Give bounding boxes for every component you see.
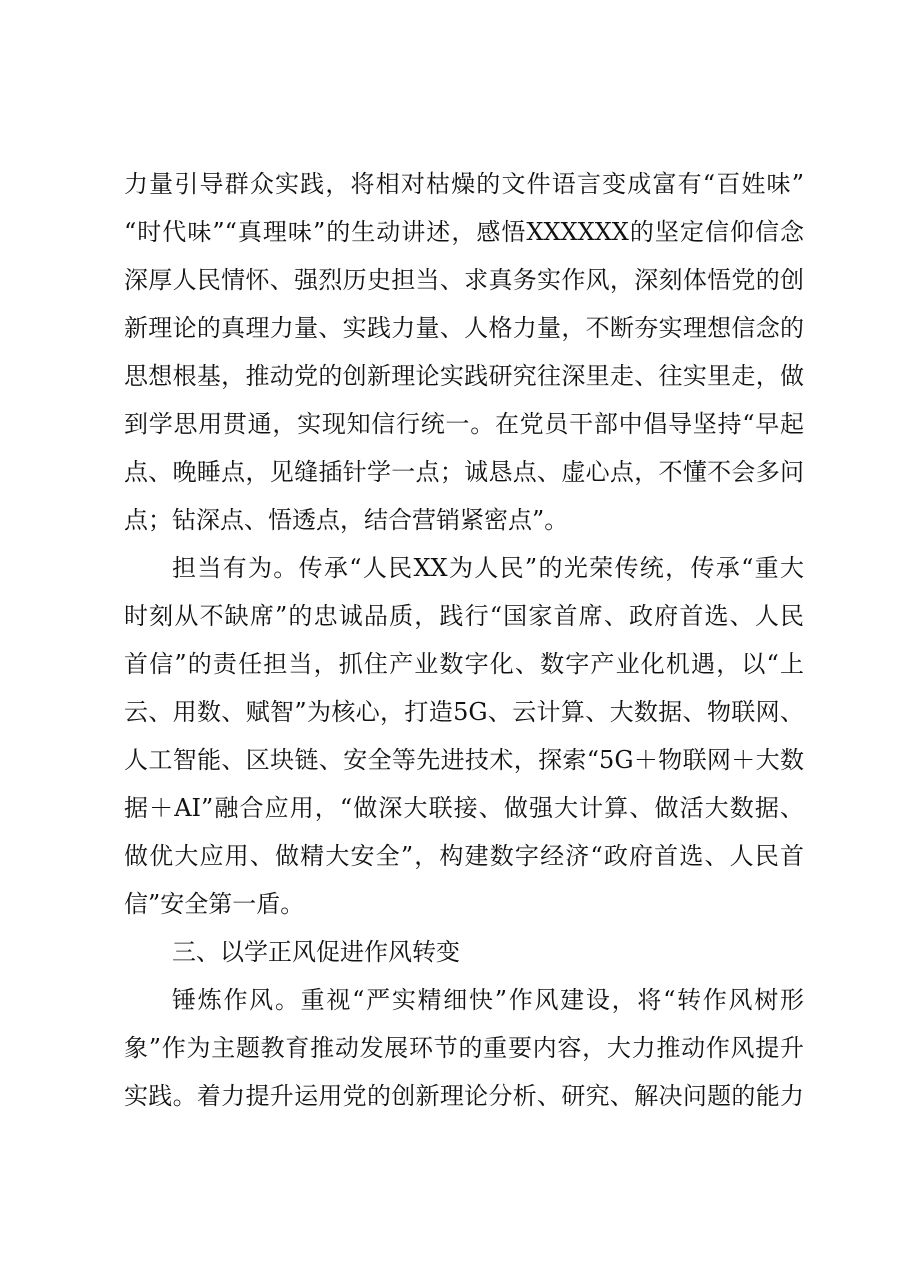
section-heading: 三、以学正风促进作风转变 [172, 938, 460, 966]
paragraph-1-line-1: 力量引导群众实践，将相对枯燥的文件语言变成富有“百姓味” [124, 170, 804, 198]
paragraph-2-line-3: 首信”的责任担当，抓住产业数字化、数字产业化机遇，以“上 [124, 650, 804, 678]
paragraph-3-line-3: 实践。着力提升运用党的创新理论分析、研究、解决问题的能力 [124, 1082, 804, 1110]
paragraph-2-line-1: 担当有为。传承“人民XX为人民”的光荣传统，传承“重大 [172, 554, 804, 582]
paragraph-1-line-7: 点、晚睡点，见缝插针学一点；诚恳点、虚心点，不懂不会多问 [124, 458, 804, 486]
paragraph-1-line-6: 到学思用贯通，实现知信行统一。在党员干部中倡导坚持“早起 [124, 410, 804, 438]
paragraph-2-line-7: 做优大应用、做精大安全”，构建数字经济“政府首选、人民首 [124, 842, 804, 870]
paragraph-1-line-8: 点；钻深点、悟透点，结合营销紧密点”。 [124, 506, 569, 534]
paragraph-1-line-5: 思想根基，推动党的创新理论实践研究往深里走、往实里走，做 [124, 362, 804, 390]
paragraph-2-line-8: 信”安全第一盾。 [124, 890, 305, 918]
paragraph-1-line-4: 新理论的真理力量、实践力量、人格力量，不断夯实理想信念的 [124, 314, 804, 342]
paragraph-2-line-2: 时刻从不缺席”的忠诚品质，践行“国家首席、政府首选、人民 [124, 602, 804, 630]
paragraph-3-line-1: 锤炼作风。重视“严实精细快”作风建设，将“转作风树形 [172, 986, 804, 1014]
paragraph-2-line-5: 人工智能、区块链、安全等先进技术，探索“5G＋物联网＋大数 [124, 746, 804, 774]
paragraph-3-line-2: 象”作为主题教育推动发展环节的重要内容，大力推动作风提升 [124, 1034, 804, 1062]
paragraph-2-line-6: 据＋AI”融合应用，“做深大联接、做强大计算、做活大数据、 [124, 794, 804, 822]
paragraph-1-line-2: “时代味”“真理味”的生动讲述，感悟XXXXXX的坚定信仰信念 [124, 218, 804, 246]
paragraph-2-line-4: 云、用数、赋智”为核心，打造5G、云计算、大数据、物联网、 [124, 698, 804, 726]
paragraph-1-line-3: 深厚人民情怀、强烈历史担当、求真务实作风，深刻体悟党的创 [124, 266, 804, 294]
